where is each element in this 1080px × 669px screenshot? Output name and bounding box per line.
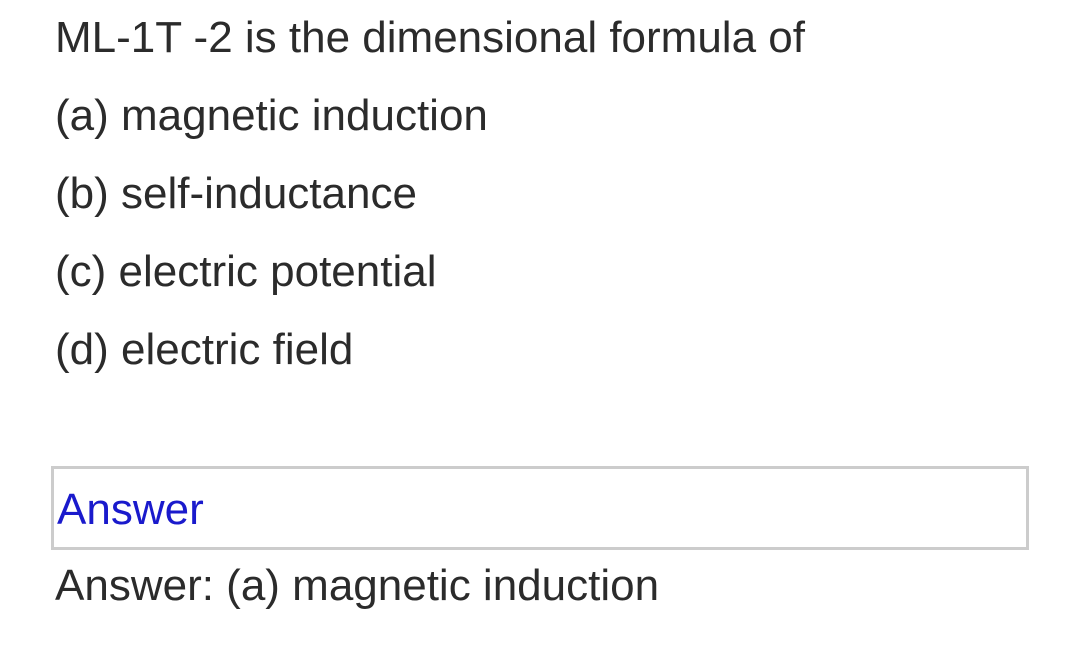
question-text: ML-1T -2 is the dimensional formula of — [55, 13, 805, 62]
option-d: (d) electric field — [55, 325, 354, 374]
answer-toggle-label: Answer — [57, 485, 204, 534]
option-b: (b) self-inductance — [55, 169, 417, 218]
options-list — [55, 90, 488, 402]
option-c: (c) electric potential — [55, 247, 437, 296]
answer-toggle-button[interactable] — [51, 466, 1029, 550]
answer-text: Answer: (a) magnetic induction — [55, 561, 660, 610]
option-a: (a) magnetic induction — [55, 91, 488, 140]
